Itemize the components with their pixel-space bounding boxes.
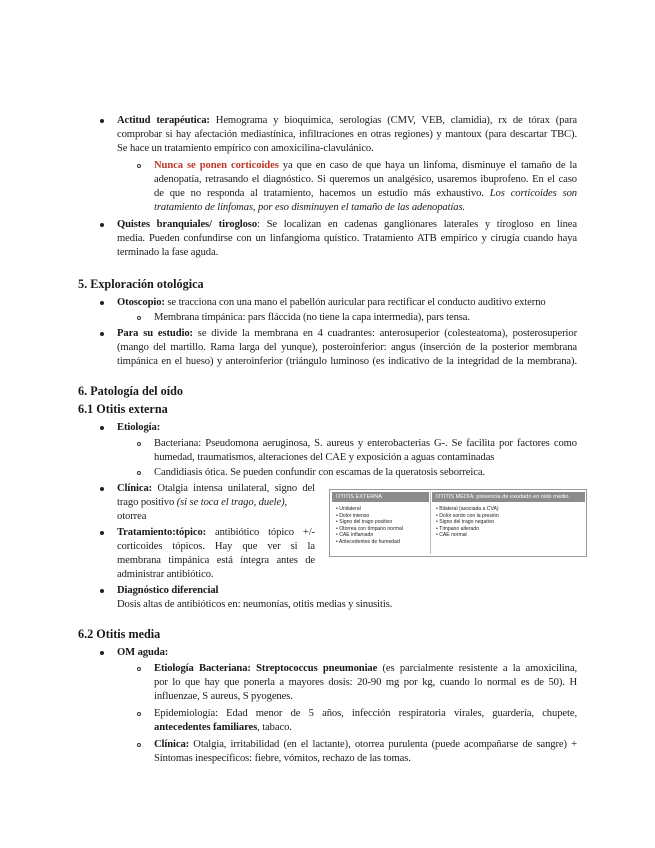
italic-note: (si se toca el trago, duele) bbox=[176, 497, 285, 508]
text-span: : Se localizan en cadenas ganglionares laterales y tirogloso en línea bbox=[257, 219, 577, 230]
text-line bbox=[117, 526, 315, 539]
text-line bbox=[117, 128, 577, 141]
text-span: humedad, traumatismos, alteraciones del CAE y exposición a aguas contaminadas bbox=[154, 452, 495, 463]
table-cell: Tímpano alterado bbox=[439, 525, 480, 532]
text-line bbox=[154, 721, 292, 734]
bullet-dot-icon bbox=[100, 487, 104, 491]
text-line bbox=[117, 327, 577, 340]
table-cell: Antecedentes de humedad bbox=[338, 538, 400, 545]
table-bullet-icon: • bbox=[336, 506, 340, 512]
text-line bbox=[117, 540, 315, 553]
text-line bbox=[117, 296, 546, 309]
text-span: Hemograma y bioquímica, serologías (CMV, VEB, clamidia), rx de tórax (para bbox=[209, 115, 577, 126]
text-line bbox=[117, 598, 392, 611]
text-span: Bacteriana: Pseudomona aeruginosa, S. aureus y enterobacterias G-. Se facilita por factores como bbox=[154, 438, 577, 449]
text-line bbox=[117, 496, 287, 509]
warning-text: Nunca se ponen corticoides bbox=[154, 160, 279, 171]
table-cell: CAE inflamado bbox=[339, 532, 374, 539]
table-header-left: OTITIS EXTERNA bbox=[332, 492, 429, 502]
table-bullet-icon: • bbox=[436, 506, 440, 512]
table-bullet-icon: • bbox=[436, 532, 440, 539]
bold-term: Otoscopio: bbox=[117, 297, 165, 308]
text-line bbox=[154, 311, 470, 324]
text-line bbox=[117, 568, 213, 581]
bullet-dot-icon bbox=[100, 531, 104, 535]
text-span: se tracciona con una mano el pabellón auricular para rectificar el conducto auditivo externo bbox=[164, 297, 546, 308]
text-span: Síntomas inespecíficos: fiebre, vómitos, rechazo de las tomas. bbox=[154, 753, 411, 764]
table-cell: Bilateral (asociada a CVA) bbox=[439, 506, 499, 512]
table-bullet-icon: • bbox=[436, 512, 440, 519]
table-row bbox=[436, 532, 499, 539]
bold-term: Etiología Bacteriana: Streptococcus pneumoniae bbox=[154, 663, 378, 674]
table-cell: Otorrea con tímpano normal bbox=[339, 525, 403, 532]
text-span: (mango del martillo. Rama larga del yunque), posteroinferior: angus (inserción de la posterior membrana bbox=[117, 342, 577, 353]
table-cell: Signo del trago negativo bbox=[439, 519, 495, 526]
bullet-circle-icon bbox=[137, 316, 141, 320]
bullet-dot-icon bbox=[100, 332, 104, 336]
text-span: comprobar si hay afectación mediastínica, infiltraciones en otras regiones) y mantoux (para descartar TBC). bbox=[117, 129, 577, 140]
bold-term: Para su estudio: bbox=[117, 328, 193, 339]
text-line bbox=[154, 187, 577, 200]
text-span: membrana timpánica está íntegra antes de bbox=[117, 555, 315, 566]
text-span: Membrana timpánica: pars fláccida (no tiene la capa intermedia), pars tensa. bbox=[154, 312, 470, 323]
table-header-right: OTITIS MEDIA: presencia de exudado en oído medio bbox=[432, 492, 585, 502]
text-line bbox=[154, 159, 577, 172]
text-span: (es parcialmente resistente a la amoxicilina, bbox=[377, 663, 577, 674]
text-span: otorrea bbox=[117, 511, 147, 522]
section-heading: 5. Exploración otológica bbox=[78, 277, 204, 291]
bullet-circle-icon bbox=[137, 442, 141, 446]
table-cell: Dolor sordo con la presión bbox=[439, 512, 499, 519]
table-row bbox=[436, 526, 499, 533]
table-row bbox=[436, 513, 499, 520]
bold-term: antecedentes familiares bbox=[154, 722, 258, 733]
text-span: timpánica en el hueso) y anteroinferior (triángulo luminoso (es indicativo de la integridad de la membrana). bbox=[117, 356, 577, 367]
table-row bbox=[336, 532, 403, 539]
bold-term: Actitud terapéutica: bbox=[117, 115, 210, 126]
table-bullet-icon: • bbox=[336, 532, 340, 539]
bullet-dot-icon bbox=[100, 119, 104, 123]
table-row bbox=[336, 519, 403, 526]
text-span: Candidiasis ótica. Se pueden confundir con escamas de la queratosis seborreica. bbox=[154, 467, 485, 478]
section-heading: 6.2 Otitis media bbox=[78, 627, 161, 641]
section-heading: 6.1 Otitis externa bbox=[78, 402, 168, 416]
text-span: trago positivo bbox=[117, 497, 177, 508]
text-span: Epidemiología: Edad menor de 5 años, infección respiratoria virales, guardería, chupete, bbox=[154, 708, 577, 719]
bullet-circle-icon bbox=[137, 743, 141, 747]
bullet-dot-icon bbox=[100, 301, 104, 305]
bullet-dot-icon bbox=[100, 223, 104, 227]
text-span: Dosis altas de antibióticos en: neumonías, otitis medias y sinusitis. bbox=[117, 599, 393, 610]
text-line bbox=[117, 510, 146, 523]
bullet-circle-icon bbox=[137, 667, 141, 671]
table-row bbox=[336, 506, 403, 513]
text-line bbox=[117, 482, 315, 495]
bold-term: Quistes branquiales/ tirogloso bbox=[117, 219, 258, 230]
italic-note: tratamiento de linfomas, por eso disminuyen el tamaño de las adenopatías. bbox=[154, 202, 466, 213]
text-line bbox=[154, 173, 577, 186]
table-cell: Signo del trago positivo bbox=[339, 519, 393, 526]
text-span: Se hace un tratamiento empírico con amoxicilina-clavulánico. bbox=[117, 143, 374, 154]
italic-note: Los corticoides son bbox=[489, 188, 578, 199]
text-line bbox=[154, 451, 494, 464]
text-line bbox=[117, 232, 577, 245]
text-span: adenopatía, retrasando el diagnóstico. Si queremos un analgésico, usaremos ibuprofeno. En el caso bbox=[154, 174, 577, 185]
text-span: Otalgia, irritabilidad (en el lactante), otorrea purulenta (puede acompañarse de sangre) + bbox=[189, 739, 577, 750]
table-bullet-icon: • bbox=[336, 525, 340, 532]
bullet-circle-icon bbox=[137, 712, 141, 716]
text-span: influenzae, S aureus, S pyogenes. bbox=[154, 691, 293, 702]
table-row bbox=[436, 519, 499, 526]
text-line bbox=[117, 341, 577, 354]
text-span: se divide la membrana en 4 cuadrantes: anterosuperior (colesteatoma), posterosuperior bbox=[192, 328, 577, 339]
table-bullet-icon: • bbox=[336, 538, 339, 545]
bold-term: Clínica: bbox=[117, 483, 153, 494]
text-line bbox=[154, 466, 485, 479]
text-line bbox=[154, 752, 411, 765]
table-bullet-icon: • bbox=[436, 519, 440, 526]
bold-term: Clínica: bbox=[154, 739, 190, 750]
table-bullet-icon: • bbox=[336, 519, 340, 526]
text-line bbox=[154, 437, 577, 450]
table-row bbox=[436, 506, 499, 513]
bullet-dot-icon bbox=[100, 589, 104, 593]
text-line bbox=[117, 646, 168, 659]
table-row bbox=[336, 526, 403, 533]
comparison-table-image bbox=[329, 489, 587, 557]
bold-term: Etiología: bbox=[117, 422, 161, 433]
bold-term: Tratamiento:tópico: bbox=[117, 527, 207, 538]
text-line bbox=[117, 421, 160, 434]
table-row bbox=[336, 539, 403, 546]
text-line bbox=[117, 142, 374, 155]
text-span: administrar antibiótico. bbox=[117, 569, 214, 580]
table-bullet-icon: • bbox=[336, 512, 340, 519]
text-span: por lo que hay que ponerla a mayores dosis: 20-90 mg por kg, cuando lo normal es de 50). H bbox=[154, 677, 577, 688]
text-span: , tabaco. bbox=[257, 722, 292, 733]
table-cell: CAE normal bbox=[439, 532, 467, 539]
text-line bbox=[154, 662, 577, 675]
bold-term: Diagnóstico diferencial bbox=[117, 585, 219, 596]
text-line bbox=[117, 355, 577, 368]
text-line bbox=[117, 584, 218, 597]
table-cell: Dolor intenso bbox=[339, 512, 370, 519]
text-span: ya que en caso de que haya un linfoma, disminuye el tamaño de la bbox=[278, 160, 577, 171]
text-line bbox=[154, 707, 577, 720]
text-line bbox=[117, 218, 577, 231]
table-cell: Unilateral bbox=[339, 506, 361, 512]
section-heading: 6. Patología del oído bbox=[78, 384, 183, 398]
text-line bbox=[154, 201, 465, 214]
table-bullet-icon: • bbox=[436, 525, 440, 532]
text-span: de que no responda al tratamiento, hacemos un estudio más exhaustivo. bbox=[154, 188, 490, 199]
table-divider bbox=[430, 492, 431, 554]
bold-term: OM aguda: bbox=[117, 647, 169, 658]
text-span: antibiótico tópico +/- bbox=[206, 527, 315, 538]
table-column-right bbox=[436, 506, 499, 539]
bullet-dot-icon bbox=[100, 426, 104, 430]
table-row bbox=[336, 513, 403, 520]
text-line bbox=[117, 114, 577, 127]
text-span: media. Pueden confundirse con un linfangioma quístico. Tratamiento ATB empírico y cirugía cuando haya bbox=[117, 233, 577, 244]
text-span: Otalgia intensa unilateral, signo del bbox=[152, 483, 315, 494]
text-line bbox=[117, 246, 218, 259]
text-span: , bbox=[284, 497, 288, 508]
text-line bbox=[117, 554, 315, 567]
bullet-dot-icon bbox=[100, 651, 104, 655]
text-span: corticoides tópicos. Hay que ver si la bbox=[117, 541, 315, 552]
text-line bbox=[154, 690, 293, 703]
bullet-circle-icon bbox=[137, 164, 141, 168]
bullet-circle-icon bbox=[137, 471, 141, 475]
text-line bbox=[154, 738, 577, 751]
text-span: terminado la fase aguda. bbox=[117, 247, 219, 258]
table-column-left bbox=[336, 506, 403, 546]
text-line bbox=[154, 676, 577, 689]
